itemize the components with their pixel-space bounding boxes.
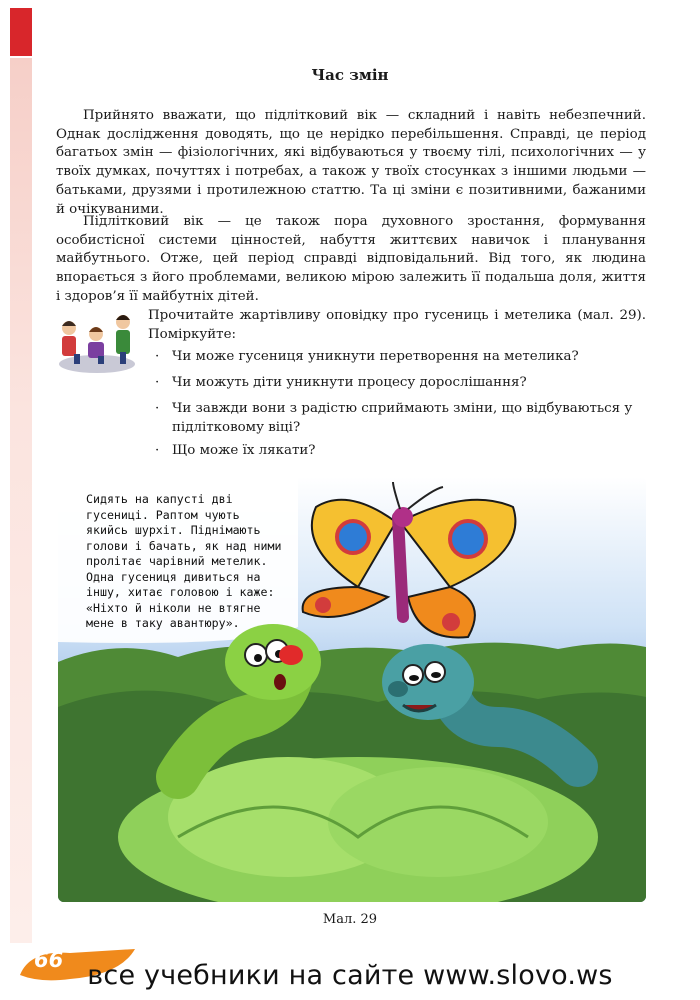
question-text: Чи може гусениця уникнути перетворення на метелика? xyxy=(172,349,579,364)
question-text: Що може їх лякати? xyxy=(172,443,316,458)
margin-accent-bar xyxy=(10,8,32,56)
question-text: Чи можуть діти уникнути процесу дорослішання? xyxy=(172,375,527,390)
question-item xyxy=(155,348,646,367)
question-item xyxy=(155,374,646,393)
kids-discussion-icon xyxy=(54,306,140,376)
story-text: Сидять на капусті дві гусениці. Раптом чують якийсь шурхіт. Піднімають голови і бачать, як над ними пролітає чарівний метелик. Одна гусениця дивиться на іншу, хитає головою і каже: «Ніхто й ніколи не втягне мене в таку авантюру». xyxy=(86,492,282,630)
paragraph-1: Прийнято вважати, що підлітковий вік — складний і навіть небезпечний. Однак дослідження доводять, що це нерідко перебільшення. Справді, це період багатьох змін — фізіологічних, які відбуваються у твоєму тілі, психологічних — у твоїх думках, почуттях і потребах, а також у твоїх стосунках з іншими людьми — батьками, друзями і протилежною статтю. Та ці зміни є позитивними, бажаними й очікуваними. xyxy=(56,108,646,217)
figure-caption: Мал. 29 xyxy=(322,912,378,927)
bullet: · xyxy=(155,443,160,458)
bullet: · xyxy=(155,401,160,416)
page-number: 66 xyxy=(34,948,64,972)
margin-side-strip xyxy=(10,58,32,943)
footer-watermark-text: все учебники на сайте www.slovo.ws xyxy=(87,960,613,991)
question-item xyxy=(155,442,646,461)
bullet: · xyxy=(155,375,160,390)
question-text: Чи завжди вони з радістю сприймають зміни, що відбуваються у підлітковому віці? xyxy=(172,401,633,435)
question-item xyxy=(155,400,646,437)
paragraph-2: Підлітковий вік — це також пора духовного зростання, формування особистісної системи цінностей, набуття життєвих навичок і планування майбутнього. Отже, цей період справді відповідальний. Від того, як людина впорається з його проблемами, великою мірою залежить її подальша доля, життя і здоров’я її майбутніх дітей. xyxy=(56,214,646,304)
activity-intro: Прочитайте жартівливу оповідку про гусениць і метелика (мал. 29). Поміркуйте: xyxy=(148,308,646,342)
page-title: Час змін xyxy=(311,66,389,84)
bullet: · xyxy=(155,349,160,364)
